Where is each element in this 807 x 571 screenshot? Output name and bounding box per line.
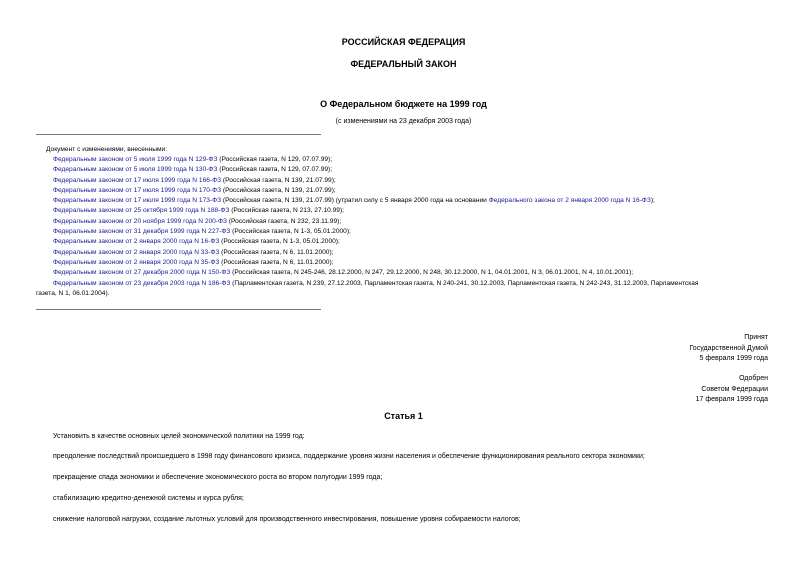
amendment-source: (Российская газета, N 6, 11.01.2000); [219, 258, 334, 266]
list-item [53, 237, 698, 247]
article-paragraph: преодоление последствий происшедшего в 1998 году финансового кризиса, поддержание уровня жизни населения и обеспечение функционирования реального сектора экономики; [53, 453, 645, 460]
amendment-link[interactable]: Федеральным законом от 23 декабря 2003 года N 186-ФЗ [53, 279, 231, 287]
article-paragraph: Установить в качестве основных целей экономической политики на 1999 год: [53, 433, 305, 440]
amendment-link[interactable]: Федеральным законом от 25 октября 1999 года N 188-ФЗ [53, 207, 230, 215]
amendment-source: (Российская газета, N 6, 11.01.2000); [219, 248, 334, 256]
amendment-link[interactable]: Федеральным законом от 2 января 2000 года N 35-ФЗ [53, 258, 220, 266]
amendment-source: (Российская газета, N 245-246, 28.12.2000, N 247, 29.12.2000, N 248, 30.12.2000, N 1, 04.01.2001, N 3, 06.01.2001, N 4, 10.01.2001); [230, 269, 634, 277]
list-item [53, 165, 698, 175]
adopted-label: Принят [744, 334, 768, 341]
approved-label: Одобрен [739, 375, 768, 382]
adopted-by: Государственной Думой [689, 344, 768, 352]
article-paragraph: стабилизацию кредитно-денежной системы и курса рубля; [53, 495, 244, 502]
amendment-source: (Российская газета, N 129, 07.07.99); [217, 156, 333, 163]
amendment-source: (Российская газета, N 213, 27.10.99); [229, 207, 344, 215]
amendment-source: (Российская газета, N 232, 23.11.99); [227, 217, 342, 225]
amendment-link[interactable]: Федеральным законом от 20 ноября 1999 года N 200-ФЗ [53, 217, 228, 225]
article-paragraph: снижение налоговой нагрузки, создание льготных условий для производственного инвестирования, повышение уровня собираемости налогов; [53, 516, 521, 523]
list-item [53, 206, 698, 216]
article-title: Статья 1 [384, 411, 423, 421]
article-paragraph: прекращение спада экономики и обеспечение экономического роста во втором полугодии 1999 года; [53, 474, 383, 481]
approved-by: Советом Федерации [701, 385, 768, 393]
amendment-source: (Российская газета, N 1-3, 05.01.2000); [230, 228, 351, 236]
amendment-link[interactable]: Федеральным законом от 17 июля 1999 года N 166-ФЗ [53, 176, 222, 184]
approved-date: 17 февраля 1999 года [695, 396, 768, 403]
amendment-continuation: газета, N 1, 06.01.2004). [36, 290, 110, 297]
amendment-link[interactable]: Федеральным законом от 2 января 2000 года N 16-ФЗ [53, 238, 220, 246]
adopted-block [689, 333, 768, 365]
amendment-source: (Российская газета, N 129, 07.07.99); [217, 166, 333, 174]
amendment-link[interactable]: Федеральным законом от 2 января 2000 года N 33-ФЗ [53, 248, 220, 256]
amendment-source: (Российская газета, N 139, 21.07.99) (утратил силу с 5 января 2000 года на основании [221, 197, 489, 205]
law-title: О Федеральном бюджете на 1999 год [320, 99, 487, 109]
approved-block [696, 374, 768, 406]
list-item [53, 186, 698, 196]
list-item [53, 155, 698, 165]
adopted-date: 5 февраля 1999 года [699, 355, 768, 362]
list-item [53, 268, 698, 278]
bottom-divider [36, 309, 321, 310]
amendments-list [53, 155, 698, 289]
amendments-intro: Документ с изменениями, внесенными: [46, 146, 168, 153]
amendment-link[interactable]: Федеральным законом от 31 декабря 1999 года N 227-ФЗ [53, 228, 231, 236]
amendment-source: (Российская газета, N 139, 21.07.99); [221, 186, 336, 194]
country-heading: РОССИЙСКАЯ ФЕДЕРАЦИЯ [341, 37, 466, 47]
amendment-link[interactable]: Федеральным законом от 5 июля 1999 года N 130-ФЗ [53, 166, 218, 174]
list-item [53, 248, 698, 258]
amendment-link[interactable]: Федеральным законом от 17 июля 1999 года N 173-ФЗ [53, 197, 222, 205]
law-subtitle: (с изменениями на 23 декабря 2003 года) [335, 118, 472, 125]
amendment-link[interactable]: Федеральным законом от 5 июля 1999 года N 129-ФЗ [53, 156, 218, 163]
amendment-source: (Парламентская газета, N 239, 27.12.2003, Парламентская газета, N 240-241, 30.12.2003, Парламентская газета, N 242-243, 31.12.2003, Парламентская [230, 279, 699, 287]
amendment-link[interactable]: Федерального закона от 2 января 2000 года N 16-ФЗ [488, 197, 651, 205]
amendment-source: (Российская газета, N 1-3, 05.01.2000); [219, 238, 340, 246]
doc-type-heading: ФЕДЕРАЛЬНЫЙ ЗАКОН [350, 59, 457, 69]
list-item [53, 227, 698, 237]
list-item [53, 176, 698, 186]
list-item [53, 196, 698, 206]
amendment-link[interactable]: Федеральным законом от 27 декабря 2000 года N 150-ФЗ [53, 269, 231, 277]
amendment-link[interactable]: Федеральным законом от 17 июля 1999 года N 170-ФЗ [53, 186, 222, 194]
amendment-source: (Российская газета, N 139, 21.07.99); [221, 176, 336, 184]
list-item [53, 258, 698, 268]
top-divider [36, 134, 321, 135]
list-item [53, 217, 698, 227]
amendment-source: ); [650, 197, 655, 205]
list-item [53, 279, 698, 289]
